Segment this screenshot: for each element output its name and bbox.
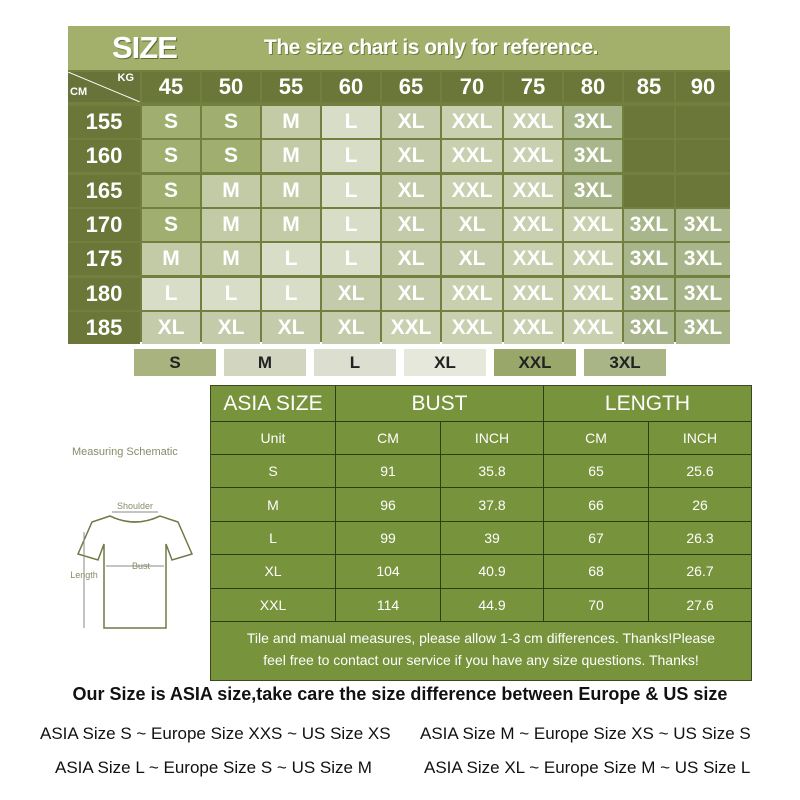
weight-header-90: 90 bbox=[676, 72, 730, 102]
size-cell: XXL bbox=[564, 243, 622, 275]
header-bust: BUST bbox=[336, 386, 544, 422]
bust-label: Bust bbox=[131, 561, 151, 571]
size-cell: S bbox=[142, 106, 200, 138]
size-cell: 3XL bbox=[624, 278, 674, 310]
size-cell: 3XL bbox=[624, 209, 674, 241]
conversion-m: ASIA Size M ~ Europe Size XS ~ US Size S bbox=[420, 724, 751, 743]
corner-kg-label: KG bbox=[117, 72, 134, 84]
weight-header-65: 65 bbox=[382, 72, 440, 102]
size-cell: XXL bbox=[442, 175, 502, 207]
size-cell: 3XL bbox=[676, 278, 730, 310]
size-cell: XXL bbox=[442, 312, 502, 344]
size-cell: XL bbox=[442, 243, 502, 275]
size-cell: S bbox=[142, 209, 200, 241]
measure-cell-bust-cm: 104 bbox=[336, 555, 441, 588]
size-chart-title: SIZE bbox=[112, 30, 177, 65]
length-inch-unit: INCH bbox=[649, 422, 751, 455]
size-cell: M bbox=[262, 175, 320, 207]
size-cell: XL bbox=[202, 312, 260, 344]
size-cell: 3XL bbox=[564, 175, 622, 207]
size-cell: XXL bbox=[504, 209, 562, 241]
asia-size-warning: Our Size is ASIA size,take care the size difference between Europe & US size bbox=[72, 684, 728, 704]
measure-cell-size: M bbox=[211, 488, 336, 521]
schematic-label: Measuring Schematic bbox=[72, 446, 178, 458]
legend-xxl: XXL bbox=[494, 349, 576, 376]
size-cell: XL bbox=[442, 209, 502, 241]
size-cell: S bbox=[142, 175, 200, 207]
size-cell: L bbox=[322, 243, 380, 275]
size-cell: M bbox=[202, 175, 260, 207]
size-chart-subtitle: The size chart is only for reference. bbox=[264, 36, 598, 59]
size-cell: M bbox=[262, 140, 320, 172]
size-cell: XXL bbox=[504, 312, 562, 344]
size-cell: L bbox=[322, 106, 380, 138]
measure-cell-len-inch: 26.3 bbox=[649, 522, 751, 555]
measure-cell-bust-cm: 96 bbox=[336, 488, 441, 521]
size-cell: XXL bbox=[504, 243, 562, 275]
size-cell: XXL bbox=[564, 209, 622, 241]
size-cell: 3XL bbox=[564, 140, 622, 172]
legend-m: M bbox=[224, 349, 306, 376]
legend-xl: XL bbox=[404, 349, 486, 376]
size-cell: XL bbox=[262, 312, 320, 344]
size-cell: XL bbox=[382, 243, 440, 275]
size-cell: XXL bbox=[504, 175, 562, 207]
size-cell: XXL bbox=[504, 106, 562, 138]
measure-cell-len-cm: 70 bbox=[544, 589, 649, 622]
conversion-l: ASIA Size L ~ Europe Size S ~ US Size M bbox=[55, 758, 372, 777]
note-line-1: Tile and manual measures, please allow 1-3 cm differences. Thanks!Please bbox=[246, 630, 716, 646]
size-cell bbox=[624, 140, 674, 172]
size-cell: XXL bbox=[564, 278, 622, 310]
measure-cell-bust-inch: 39 bbox=[441, 522, 544, 555]
size-cell: L bbox=[322, 209, 380, 241]
size-cell: M bbox=[202, 209, 260, 241]
size-cell: XL bbox=[382, 278, 440, 310]
corner-cm-label: CM bbox=[70, 86, 88, 98]
size-cell: M bbox=[262, 106, 320, 138]
weight-header-55: 55 bbox=[262, 72, 320, 102]
legend-s: S bbox=[134, 349, 216, 376]
measure-cell-len-inch: 27.6 bbox=[649, 589, 751, 622]
height-label-170: 170 bbox=[68, 209, 140, 241]
measure-cell-size: XXL bbox=[211, 589, 336, 622]
size-cell: L bbox=[262, 243, 320, 275]
bust-cm-unit: CM bbox=[336, 422, 441, 455]
weight-header-75: 75 bbox=[504, 72, 562, 102]
measurement-table bbox=[210, 385, 752, 681]
unit-label: Unit bbox=[211, 422, 336, 455]
size-cell: 3XL bbox=[624, 312, 674, 344]
size-cell: M bbox=[142, 243, 200, 275]
size-cell: 3XL bbox=[624, 243, 674, 275]
measure-cell-size: S bbox=[211, 455, 336, 488]
measure-cell-bust-inch: 40.9 bbox=[441, 555, 544, 588]
measure-cell-bust-inch: 37.8 bbox=[441, 488, 544, 521]
size-cell bbox=[624, 106, 674, 138]
size-cell: XXL bbox=[504, 140, 562, 172]
bust-inch-unit: INCH bbox=[441, 422, 544, 455]
size-cell: 3XL bbox=[676, 209, 730, 241]
conversion-s: ASIA Size S ~ Europe Size XXS ~ US Size XS bbox=[40, 724, 391, 743]
size-cell: S bbox=[202, 106, 260, 138]
size-cell: XL bbox=[322, 312, 380, 344]
weight-header-70: 70 bbox=[442, 72, 502, 102]
height-label-165: 165 bbox=[68, 175, 140, 207]
height-label-175: 175 bbox=[68, 243, 140, 275]
height-label-185: 185 bbox=[68, 312, 140, 344]
size-cell: 3XL bbox=[676, 243, 730, 275]
size-cell: XXL bbox=[442, 106, 502, 138]
size-cell: S bbox=[202, 140, 260, 172]
size-cell bbox=[624, 175, 674, 207]
measure-cell-bust-inch: 44.9 bbox=[441, 589, 544, 622]
height-label-160: 160 bbox=[68, 140, 140, 172]
measure-cell-bust-inch: 35.8 bbox=[441, 455, 544, 488]
measure-cell-len-cm: 67 bbox=[544, 522, 649, 555]
measure-cell-bust-cm: 99 bbox=[336, 522, 441, 555]
corner-cell bbox=[68, 72, 140, 102]
measure-cell-len-cm: 68 bbox=[544, 555, 649, 588]
size-cell: L bbox=[202, 278, 260, 310]
measure-cell-len-cm: 66 bbox=[544, 488, 649, 521]
measure-cell-len-inch: 26 bbox=[649, 488, 751, 521]
shoulder-label: Shoulder bbox=[116, 501, 154, 511]
weight-header-45: 45 bbox=[142, 72, 200, 102]
measure-cell-size: L bbox=[211, 522, 336, 555]
size-chart bbox=[68, 26, 730, 342]
measure-cell-bust-cm: 114 bbox=[336, 589, 441, 622]
size-cell: XL bbox=[382, 140, 440, 172]
weight-header-50: 50 bbox=[202, 72, 260, 102]
size-cell: XL bbox=[382, 175, 440, 207]
size-cell bbox=[676, 106, 730, 138]
size-cell: XXL bbox=[442, 278, 502, 310]
size-cell: XL bbox=[382, 209, 440, 241]
size-cell bbox=[676, 175, 730, 207]
measurement-note bbox=[211, 622, 751, 680]
size-cell: L bbox=[322, 175, 380, 207]
size-chart-title-bar bbox=[68, 26, 730, 70]
conversion-xl: ASIA Size XL ~ Europe Size M ~ US Size L bbox=[424, 758, 751, 777]
header-asia-size: ASIA SIZE bbox=[211, 386, 336, 422]
measure-cell-len-cm: 65 bbox=[544, 455, 649, 488]
weight-header-85: 85 bbox=[624, 72, 674, 102]
size-cell: XXL bbox=[564, 312, 622, 344]
measure-cell-len-inch: 26.7 bbox=[649, 555, 751, 588]
size-cell: XXL bbox=[504, 278, 562, 310]
size-cell: XXL bbox=[382, 312, 440, 344]
measure-cell-bust-cm: 91 bbox=[336, 455, 441, 488]
tshirt-schematic-icon bbox=[62, 492, 202, 640]
height-label-180: 180 bbox=[68, 278, 140, 310]
height-label-155: 155 bbox=[68, 106, 140, 138]
length-label: Length bbox=[70, 570, 98, 580]
weight-header-80: 80 bbox=[564, 72, 622, 102]
size-cell: M bbox=[262, 209, 320, 241]
measure-cell-size: XL bbox=[211, 555, 336, 588]
size-cell: M bbox=[202, 243, 260, 275]
size-cell bbox=[676, 140, 730, 172]
size-cell: S bbox=[142, 140, 200, 172]
note-line-2: feel free to contact our service if you have any size questions. Thanks! bbox=[263, 652, 699, 668]
size-cell: L bbox=[262, 278, 320, 310]
size-cell: L bbox=[322, 140, 380, 172]
header-length: LENGTH bbox=[544, 386, 751, 422]
size-cell: XXL bbox=[442, 140, 502, 172]
size-cell: 3XL bbox=[676, 312, 730, 344]
legend-3xl: 3XL bbox=[584, 349, 666, 376]
size-cell: XL bbox=[142, 312, 200, 344]
size-cell: XL bbox=[382, 106, 440, 138]
measure-cell-len-inch: 25.6 bbox=[649, 455, 751, 488]
size-cell: 3XL bbox=[564, 106, 622, 138]
weight-header-60: 60 bbox=[322, 72, 380, 102]
size-cell: L bbox=[142, 278, 200, 310]
size-cell: XL bbox=[322, 278, 380, 310]
legend-l: L bbox=[314, 349, 396, 376]
length-cm-unit: CM bbox=[544, 422, 649, 455]
